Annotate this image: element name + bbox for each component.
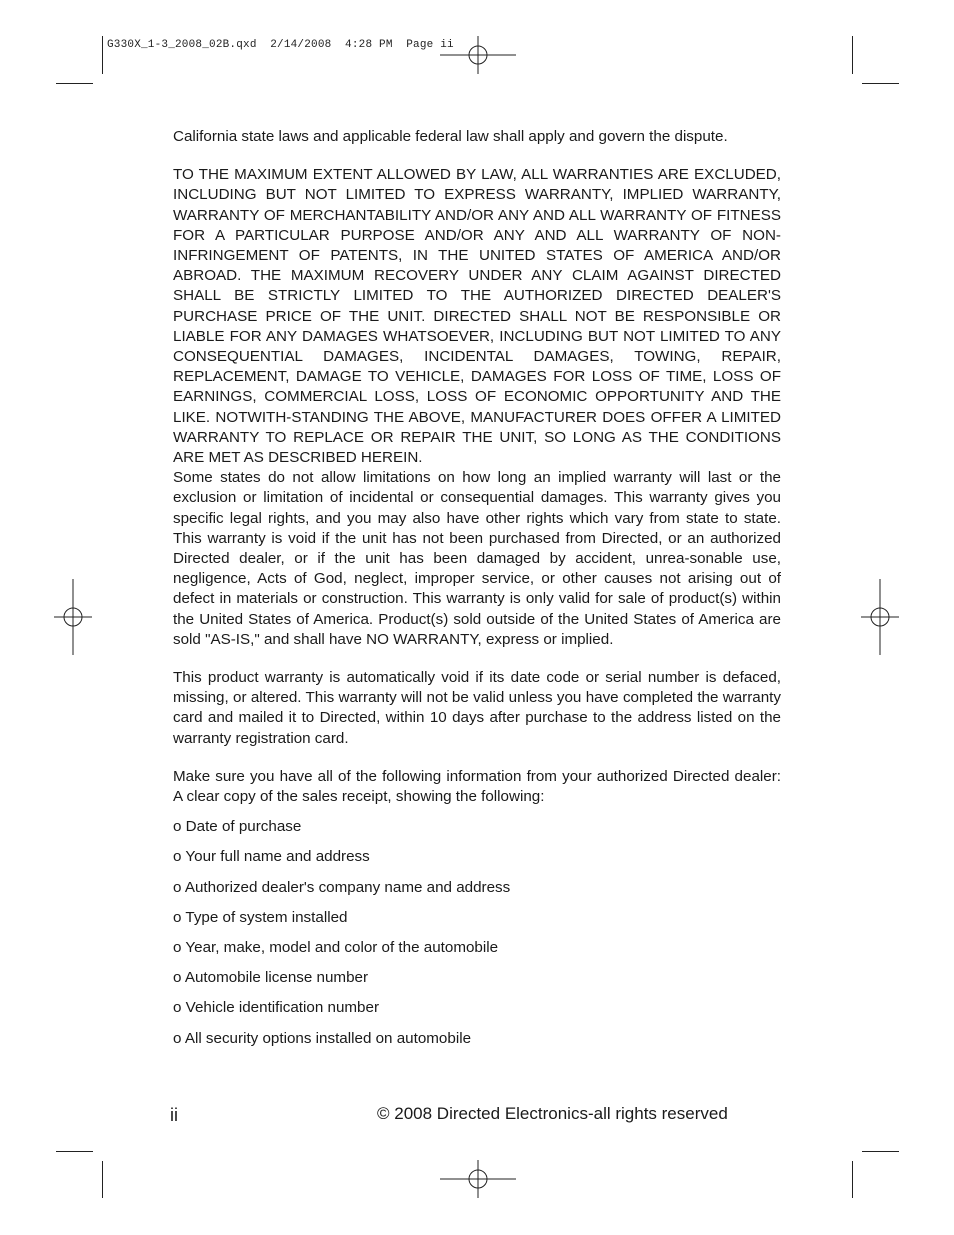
list-item: o Authorized dealer's company name and address bbox=[173, 878, 511, 896]
list-item: o Year, make, model and color of the automobile bbox=[173, 939, 499, 957]
required-info-list bbox=[173, 817, 781, 1059]
registration-mark-bottom-icon bbox=[440, 1160, 516, 1198]
list-item: o Automobile license number bbox=[173, 969, 369, 987]
list-item: o Your full name and address bbox=[173, 848, 370, 866]
paragraph-required-info: Make sure you have all of the following information from your authorized Directed dealer: A clear copy of the sales receipt, showing the following: bbox=[173, 767, 781, 806]
paragraph-state-rights: Some states do not allow limitations on how long an implied warranty will last or the exclusion or limitation of incidental or consequential damages. This warranty gives you specific legal rights, and you may also have other rights which vary from state to state. This warranty is void if the unit has not been purchased from Directed, or an authorized Directed dealer, or if the unit has been damaged by accident, unrea-sonable use, negligence, Acts of God, neglect, improper service, or other causes not arising out of defect in materials or construction. This warranty is only valid for sale of product(s) within the United States of America. Product(s) sold outside of the United States of America are sold "AS-IS," and shall have NO WARRANTY, express or implied. bbox=[173, 469, 781, 648]
list-item: o Date of purchase bbox=[173, 818, 302, 836]
list-item: o Type of system installed bbox=[173, 908, 348, 926]
paragraph-disclaimer: TO THE MAXIMUM EXTENT ALLOWED BY LAW, ALL WARRANTIES ARE EXCLUDED, INCLUDING BUT NOT LIMITED TO EXPRESS WARRANTY, IMPLIED WARRANTY, WARRANTY OF MERCHANTABILITY AND/OR ANY AND ALL WARRANTY OF FITNESS FOR A PARTICULAR PURPOSE AND/OR ANY AND ALL WARRANTY OF NON-INFRINGEMENT OF PATENTS, IN THE UNITED STATES OF AMERICA AND/OR ABROAD. THE MAXIMUM RECOVERY UNDER ANY CLAIM AGAINST DIRECTED SHALL BE STRICTLY LIMITED TO THE AUTHORIZED DIRECTED DEALER'S PURCHASE PRICE OF THE UNIT. DIRECTED SHALL NOT BE RESPONSIBLE OR LIABLE FOR ANY DAMAGES WHATSOEVER, INCLUDING BUT NOT LIMITED TO ANY CONSEQUENTIAL DAMAGES, INCIDENTAL DAMAGES, TOWING, REPAIR, REPLACEMENT, DAMAGE TO VEHICLE, DAMAGES FOR LOSS OF TIME, LOSS OF EARNINGS, COMMERCIAL LOSS, LOSS OF ECONOMIC OPPORTUNITY AND THE LIKE. NOTWITH-STANDING THE ABOVE, MANUFACTURER DOES OFFER A LIMITED WARRANTY TO REPLACE OR REPAIR THE UNIT, SO LONG AS THE CONDITIONS ARE MET AS DESCRIBED HEREIN. bbox=[173, 166, 781, 467]
warranty-body bbox=[173, 127, 781, 1059]
page-number: ii bbox=[170, 1105, 178, 1125]
list-item: o Vehicle identification number bbox=[173, 999, 380, 1017]
paragraph-void-conditions: This product warranty is automatically void if its date code or serial number is defaced, missing, or altered. This warranty will not be valid unless you have completed the warranty card and mailed it to Directed, within 10 days after purchase to the address listed on the warranty registration card. bbox=[173, 669, 781, 747]
registration-mark-right-icon bbox=[861, 579, 899, 655]
print-slug: G330X_1-3_2008_02B.qxd 2/14/2008 4:28 PM Page ii bbox=[107, 39, 454, 51]
registration-mark-top-icon bbox=[440, 36, 516, 74]
registration-mark-left-icon bbox=[54, 579, 92, 655]
paragraph-governing-law: California state laws and applicable federal law shall apply and govern the dispute. bbox=[173, 128, 728, 145]
list-item: o All security options installed on automobile bbox=[173, 1029, 472, 1047]
copyright-notice: © 2008 Directed Electronics-all rights reserved bbox=[377, 1104, 728, 1123]
